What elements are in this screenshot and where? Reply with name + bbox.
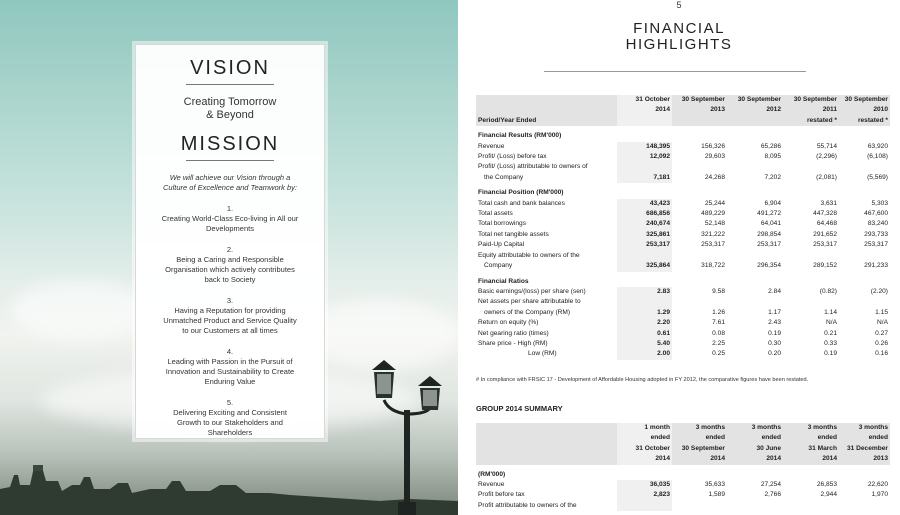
mission-item: 3. Having a Reputation for providing Unmatched Product and Service Quality to our Customers at all times	[163, 296, 297, 335]
mission-item: 4. Leading with Passion in the Pursuit of Innovation and Sustainability to Create Enduring Value	[165, 347, 295, 386]
mission-item: 5. Delivering Exciting and Consistent Growth to our Stakeholders and Shareholders	[173, 398, 287, 437]
table-row: Basic earnings/(loss) per share (sen) 2.83 9.58 2.84 (0.82) (2.20)	[476, 287, 890, 297]
table-row: Total assets 686,856 489,229 491,272 447,328 467,600	[476, 209, 890, 219]
footnote: # In compliance with FRSIC 17 - Development of Affordable Housing adopted in FY 2012, the comparative figures have been restated.	[476, 377, 809, 383]
table-row: Paid-Up Capital 253,317 253,317 253,317 253,317 253,317	[476, 240, 890, 250]
table-row: Total borrowings 240,674 52,148 64,041 64,468 83,240	[476, 219, 890, 229]
vision-heading: VISION	[190, 57, 270, 79]
column-header: 30 September	[727, 95, 783, 105]
quarterly-summary-table: 1 month 3 months 3 months 3 months 3 months ended ended ended ended ended 31 October 30 September 30 June 31 March 31 December 2014 2014 2014 2014 2013 (RM'000) Revenue 36,035 35,633 27,254 26,853 22,620 Profit before tax 2,823 1,589 2,766 2,944 1,970 Profit attributable to owners of the	[476, 423, 890, 511]
table-row: Total cash and bank balances 43,423 25,244 6,904 3,631 5,303	[476, 199, 890, 209]
section-header: Financial Position (RM'000)	[478, 189, 564, 197]
column-header: 30 September	[839, 95, 890, 105]
summary-title: GROUP 2014 SUMMARY	[476, 404, 563, 413]
table-row: Total net tangible assets 325,861 321,222 298,854 291,652 293,733	[476, 230, 890, 240]
column-header: 31 October	[617, 95, 672, 105]
divider	[186, 84, 274, 85]
table-row: Low (RM) 2.00 0.25 0.20 0.19 0.16	[476, 349, 890, 359]
table-row: Net assets per share attributable to	[476, 297, 890, 307]
divider	[186, 160, 274, 161]
table-row: Revenue 36,035 35,633 27,254 26,853 22,620	[476, 480, 890, 490]
table-header	[476, 95, 890, 105]
table-header: 1 month 3 months 3 months 3 months 3 months	[476, 423, 890, 433]
section-header: (RM'000)	[478, 470, 506, 478]
title-divider	[544, 71, 806, 72]
header-period-label: Period/Year Ended	[476, 116, 617, 126]
table-row: Profit/ (Loss) attributable to owners of	[476, 162, 890, 172]
cloud-decoration	[10, 280, 150, 340]
table-row: Company 325,864 318,722 296,354 289,152 291,233	[476, 261, 890, 271]
column-header: 30 September	[783, 95, 839, 105]
table-row: Profit before tax 2,823 1,589 2,766 2,944 1,970	[476, 490, 890, 500]
table-row: Return on equity (%) 2.20 7.61 2.43 N/A N/A	[476, 318, 890, 328]
mission-heading: MISSION	[180, 133, 280, 155]
financial-highlights-table: 31 October 30 September 30 September 30 September 30 September 2014 2013 2012 2011 2010 Period/Year Ended restated * restated * Financial Results (RM'000) Revenue 148,395 156,326 65,286 55,714 63,920 Profit/ (Loss) before tax 12,092 29,603 8,095 (2,296) (6,108) Profit/ (Loss) attributable to owners of the Company 7,181 24,268 7,202 (2,081) (5,569) Financial Position (RM'000) Total cash and bank balances 43,423 25,244 6,904 3,631 5,303 Total assets 686,856 489,229 491,272 447,328 467,600 Total borrowings 240,674 52,148 64,041 64,468 83,240 Total net tangible assets 325,861 321,222 298,854 291,652 293,733 Paid-Up Capital 253,317 253,317 253,317 253,317 253,317 Equity attributable to owners of the Company 325,864 318,722 296,354 289,152 291,233 Financial Ratios Basic earnings/(loss) per share (sen) 2.83 9.58 2.84 (0.82) (2.20) Net assets per share attributable to owners of the Company (RM) 1.29 1.26 1.17 1.14 1.15 Return on equity (%) 2.20 7.61 2.43 N/A N/A Net gearing ratio (times) 0.61 0.08 0.19 0.21 0.27 Share price - High (RM) 5.40 2.25 0.30 0.33 0.26 Low (RM) 2.00 0.25 0.20 0.19 0.16	[476, 95, 890, 360]
section-header: Financial Ratios	[478, 277, 529, 285]
page-title: FINANCIAL HIGHLIGHTS	[625, 20, 733, 53]
table-row: Share price - High (RM) 5.40 2.25 0.30 0.33 0.26	[476, 339, 890, 349]
table-row: Profit attributable to owners of the	[476, 501, 890, 511]
street-lamp-illustration	[364, 352, 454, 515]
table-row: the Company 7,181 24,268 7,202 (2,081) (5,569)	[476, 173, 890, 183]
vision-mission-card	[135, 44, 325, 439]
column-header: 30 September	[672, 95, 727, 105]
section-header: Financial Results (RM'000)	[478, 132, 562, 140]
table-row: Profit/ (Loss) before tax 12,092 29,603 8,095 (2,296) (6,108)	[476, 152, 890, 162]
table-row: Net gearing ratio (times) 0.61 0.08 0.19 0.21 0.27	[476, 329, 890, 339]
mission-item: 1. Creating World-Class Eco-living in All our Developments	[161, 204, 299, 233]
financial-highlights-page	[458, 0, 900, 515]
header-label	[476, 95, 617, 105]
mission-intro: We will achieve our Vision through a Culture of Excellence and Teamwork by:	[163, 173, 297, 192]
vision-statement: Creating Tomorrow & Beyond	[183, 96, 277, 121]
table-row: Revenue 148,395 156,326 65,286 55,714 63,920	[476, 142, 890, 152]
table-row: Equity attributable to owners of the	[476, 251, 890, 261]
page-number: 5	[676, 0, 682, 10]
table-row: owners of the Company (RM) 1.29 1.26 1.17 1.14 1.15	[476, 308, 890, 318]
mission-item: 2. Being a Caring and Responsible Organisation which actively contributes back to Society	[165, 245, 295, 284]
